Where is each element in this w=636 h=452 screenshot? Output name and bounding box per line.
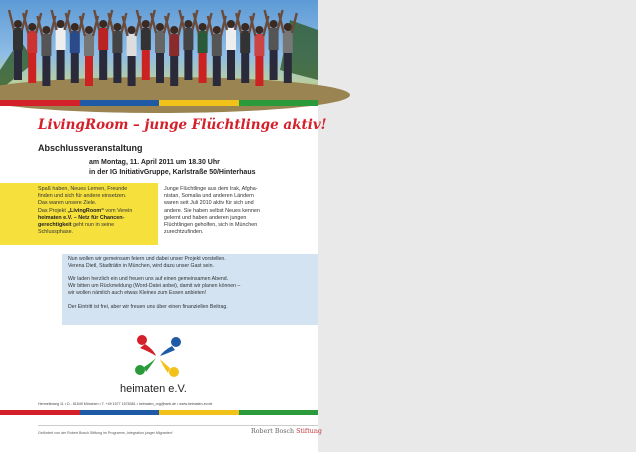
headline: LivingRoom – junge Flüchtlinge aktiv! bbox=[38, 117, 327, 133]
intro-line: finden und sich für andere einsetzen. bbox=[38, 193, 127, 200]
intro-line: Spaß haben, Neues Lernen, Freunde bbox=[38, 186, 128, 192]
org-name: heimaten e.V. – Netz für Chancen- bbox=[38, 214, 125, 221]
color-stripe-bottom bbox=[0, 410, 318, 415]
intro-line: Das Projekt „LivingRoom“ vom Verein bbox=[38, 207, 133, 214]
event-place: in der IG InitiativGruppe, Karlstraße 50/Hinterhaus bbox=[89, 169, 256, 176]
invitation-text: Nun wollen wir gemeinsam feiern und dabei unser Projekt vorstellen. Verena Dietl, Stadträtin in München, wird dazu unser Gast sein. Wir laden herzlich ein und freuen uns auf einen gemeinsamen Abend. Wir bitten um Rückmeldung (Word-Datei anbei), damit wir planen können – wir wollen nämlich auch etwas Kleines zum Essen anbieten! Der Eintritt ist frei, aber wir freuen uns über einen finanziellen Beitrag. bbox=[68, 256, 241, 310]
project-name: „LivingRoom“ bbox=[67, 207, 104, 214]
brand-name: heimaten e.V. bbox=[120, 383, 187, 395]
group-photo bbox=[0, 0, 318, 100]
event-date: am Montag, 11. April 2011 um 18.30 Uhr bbox=[89, 159, 220, 166]
footer-divider bbox=[38, 425, 318, 426]
intro-text bbox=[38, 186, 158, 236]
intro-line: gerechtigkeit geht nun in seine bbox=[38, 222, 115, 229]
subheading: Abschlussveranstaltung bbox=[38, 143, 143, 153]
contact-address: Hermelinweg 11 • D - 81549 München • T. +49 1577 1578381 • heimaten_org@web.de • www.heimaten-ev.de bbox=[38, 402, 213, 406]
intro-line: Das waren unsere Ziele. bbox=[38, 200, 97, 207]
funding-note: Gefördert von der Robert Bosch Stiftung im Programm „Integration junger Migranten“ bbox=[38, 431, 174, 435]
four-people-circle-logo-icon bbox=[130, 330, 186, 380]
sponsor-logo: Robert Bosch Stiftung bbox=[251, 428, 322, 435]
intro-line bbox=[38, 215, 158, 222]
intro-line: Schlussphase. bbox=[38, 229, 74, 236]
project-description: Junge Flüchtlinge aus dem Irak, Afgha- nistan, Somalia und anderen Ländern waren seit Juli 2010 aktiv für sich und andere. Sie haben selbst Neues kennen gelernt und haben anderen jungen Flüchtlingen geholfen, sich in München zurechtzufinden. bbox=[164, 186, 260, 236]
color-stripe-top bbox=[0, 100, 318, 106]
